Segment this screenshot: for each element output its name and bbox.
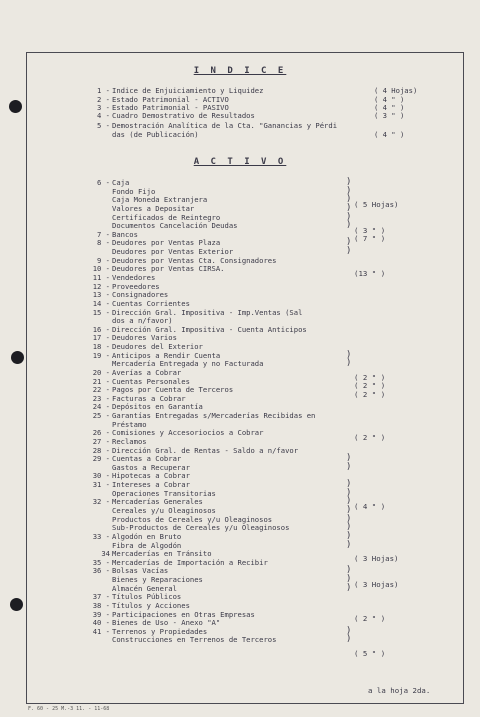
- page-count: ( 3 " ): [374, 111, 405, 120]
- row-number: 25 -: [92, 411, 110, 420]
- brace-mark: ): [346, 220, 352, 231]
- row-number: 24 -: [92, 402, 110, 412]
- row-text: Préstamo: [112, 419, 147, 429]
- row-text: Deudores por Ventas Plaza: [112, 238, 221, 248]
- row-number: 10 -: [92, 264, 110, 274]
- page-count: ( 2 " ): [354, 389, 386, 399]
- row-number: 13 -: [92, 290, 110, 300]
- row-text: Caja: [112, 178, 130, 187]
- brace-mark: ): [346, 185, 352, 196]
- row-text: Mercaderías en Tránsito: [112, 549, 212, 559]
- row-text: Valores a Depositar: [112, 203, 195, 213]
- row-text: Estado Patrimonial - PASIVO: [112, 103, 229, 112]
- row-text: Depósitos en Garantía: [112, 402, 203, 412]
- brace-mark: ): [346, 496, 352, 507]
- row-text: Comisiones y Accesoriocios a Cobrar: [112, 428, 264, 438]
- row-text: Terrenos y Propiedades: [112, 626, 208, 636]
- row-number: 5 -: [97, 121, 110, 130]
- row-text: Fibra de Algodón: [112, 540, 182, 550]
- activo-row: [0, 532, 480, 541]
- continued-note: a la hoja 2da.: [368, 686, 431, 695]
- row-text: Certificados de Reintegro: [112, 212, 221, 222]
- row-number: 41 -: [92, 626, 110, 636]
- row-text: Vendedores: [112, 272, 156, 282]
- row-number: 4 -: [97, 111, 110, 120]
- brace-mark: ): [346, 487, 352, 498]
- row-text: Deudores Varios: [112, 333, 177, 343]
- brace-mark: ): [346, 479, 352, 490]
- page-count: ( 2 " ): [354, 381, 386, 391]
- row-number: 15 -: [92, 307, 110, 317]
- row-text: Caja Moneda Extranjera: [112, 195, 208, 205]
- row-text: Indice de Enjuiciamiento y Liquidez: [112, 86, 264, 95]
- brace-mark: ): [346, 177, 352, 187]
- row-text: Bienes de Uso - Anexo "A": [112, 618, 221, 628]
- row-number: 39 -: [92, 609, 110, 619]
- row-text: das (de Publicación): [112, 130, 199, 139]
- row-number: 12 -: [92, 281, 110, 291]
- row-number: 7 -: [97, 229, 110, 239]
- activo-row: [0, 213, 480, 222]
- row-text: Anticipos a Rendir Cuenta: [112, 350, 221, 360]
- row-number: 14 -: [92, 298, 110, 308]
- row-text: Estado Patrimonial - ACTIVO: [112, 95, 229, 104]
- activo-row: [0, 187, 480, 196]
- row-text: Fondo Fijo: [112, 186, 156, 196]
- brace-mark: ): [346, 237, 352, 248]
- row-text: Algodón en Bruto: [112, 531, 182, 541]
- brace-mark: ): [346, 246, 352, 256]
- row-text: Participaciones en Otras Empresas: [112, 609, 255, 619]
- indice-row: [0, 130, 480, 139]
- row-text: Deudores por Ventas CIRSA.: [112, 264, 225, 274]
- row-text: Dirección Gral. de Rentas - Saldo a n/favor: [112, 445, 299, 455]
- row-text: Garantías Entregadas s/Mercaderías Recibidas en: [112, 411, 316, 420]
- indice-heading: I N D I C E: [193, 66, 287, 76]
- row-text: Reclamos: [112, 436, 147, 446]
- row-text: Sub-Productos de Cereales y/u Oleaginosos: [112, 523, 290, 533]
- row-text: Deudores del Exterior: [112, 342, 203, 351]
- row-number: 35 -: [92, 557, 110, 567]
- row-number: 23 -: [92, 393, 110, 403]
- brace-mark: ): [346, 522, 352, 533]
- row-text: Títulos y Acciones: [112, 600, 190, 610]
- row-number: 2 -: [97, 95, 110, 104]
- form-footer: F. 60 - 25 M.-3 11. - 11-68: [28, 706, 110, 712]
- activo-row: [0, 592, 480, 601]
- page-count: ( 2 " ): [354, 432, 386, 442]
- brace-mark: ): [346, 565, 352, 576]
- row-text: Cuentas a Cobrar: [112, 454, 182, 464]
- activo-row: [0, 385, 480, 394]
- row-text: Bienes y Reparaciones: [112, 575, 203, 584]
- brace-mark: ): [346, 582, 352, 593]
- row-number: 17 -: [92, 333, 110, 343]
- page-count: (13 " ): [354, 268, 386, 278]
- activo-row: [0, 506, 480, 515]
- row-number: 31 -: [92, 480, 110, 490]
- brace-mark: ): [346, 574, 352, 584]
- row-number: 20 -: [92, 367, 110, 377]
- activo-row: [0, 273, 480, 282]
- page-count: ( 3 " ): [354, 225, 386, 235]
- row-number: 37 -: [92, 592, 110, 602]
- row-text: Cuentas Corrientes: [112, 298, 190, 308]
- brace-mark: ): [346, 202, 352, 213]
- row-text: Bolsas Vacías: [112, 566, 169, 576]
- activo-row: [0, 359, 480, 368]
- row-text: Hipotecas a Cobrar: [112, 471, 190, 481]
- row-number: 3 -: [97, 103, 110, 112]
- brace-mark: ): [346, 513, 352, 524]
- row-text: Cuentas Personales: [112, 376, 190, 386]
- row-number: 29 -: [92, 454, 110, 464]
- row-text: Gastos a Recuperar: [112, 462, 190, 472]
- row-text: Dirección Gral. Impositiva - Cuenta Anticipos: [112, 324, 307, 334]
- row-number: 34: [101, 549, 110, 559]
- row-text: Mercadería Entregada y no Facturada: [112, 359, 264, 369]
- page-count: ( 4 " ): [374, 95, 405, 104]
- page-count: ( 7 " ): [354, 234, 386, 244]
- row-number: 27 -: [92, 436, 110, 446]
- page-count: ( 5 " ): [354, 648, 386, 658]
- brace-mark: ): [346, 453, 352, 464]
- row-text: Documentos Cancelación Deudas: [112, 221, 238, 231]
- row-text: Dirección Gral. Impositiva - Imp.Ventas (Sal: [112, 307, 303, 317]
- activo-row: [0, 420, 480, 429]
- row-text: Proveedores: [112, 281, 160, 291]
- row-number: 11 -: [92, 272, 110, 282]
- activo-row: [0, 618, 480, 627]
- row-text: Bancos: [112, 229, 138, 239]
- row-number: 40 -: [92, 618, 110, 628]
- row-text: Cereales y/u Oleaginosos: [112, 505, 216, 515]
- page-count: ( 4 " ): [374, 130, 405, 139]
- page-count: ( 5 Hojas): [354, 199, 399, 209]
- row-number: 26 -: [92, 428, 110, 438]
- row-text: Deudores por Ventas Cta. Consignadores: [112, 255, 277, 265]
- row-number: 1 -: [97, 86, 110, 95]
- indice-row: [0, 111, 480, 120]
- row-text: dos a n/favor): [112, 316, 173, 326]
- row-text: Mercaderías de Importación a Recibir: [112, 557, 268, 567]
- row-number: 22 -: [92, 385, 110, 395]
- row-number: 19 -: [92, 350, 110, 360]
- row-number: 33 -: [92, 531, 110, 541]
- row-text: Demostración Analítica de la Cta. "Ganancias y Pérdi: [112, 121, 338, 130]
- row-number: 38 -: [92, 600, 110, 610]
- page-count: ( 4 Hojas): [374, 86, 418, 95]
- row-number: 6 -: [97, 178, 110, 187]
- row-text: Facturas a Cobrar: [112, 393, 186, 403]
- row-number: 16 -: [92, 324, 110, 334]
- activo-row: [0, 247, 480, 256]
- page-count: ( 3 Hojas): [354, 553, 399, 563]
- row-number: 36 -: [92, 566, 110, 576]
- row-text: Intereses a Cobrar: [112, 480, 190, 490]
- row-number: 21 -: [92, 376, 110, 386]
- brace-mark: ): [346, 530, 352, 541]
- activo-row: [0, 299, 480, 308]
- row-text: Operaciones Transitorias: [112, 488, 216, 498]
- activo-row: [0, 333, 480, 342]
- brace-mark: ): [346, 539, 352, 550]
- row-number: 8 -: [97, 238, 110, 248]
- row-text: Deudores por Ventas Exterior: [112, 247, 234, 256]
- row-text: Títulos Públicos: [112, 592, 182, 602]
- row-text: Construcciones en Terrenos de Terceros: [112, 635, 277, 645]
- page-count: ( 2 " ): [354, 372, 386, 382]
- row-text: Almacén General: [112, 583, 177, 593]
- row-text: Consignadores: [112, 290, 169, 300]
- activo-row: [0, 471, 480, 480]
- indice-row: [0, 121, 480, 130]
- brace-mark: ): [346, 625, 352, 636]
- row-number: 28 -: [92, 445, 110, 455]
- brace-mark: ): [346, 358, 352, 369]
- row-text: Productos de Cereales y/u Oleaginosos: [112, 514, 273, 524]
- row-number: 9 -: [97, 255, 110, 265]
- row-number: 18 -: [92, 342, 110, 351]
- page-count: ( 4 " ): [354, 501, 386, 511]
- activo-row: [0, 558, 480, 567]
- page-count: ( 4 " ): [374, 103, 405, 112]
- activo-heading: A C T I V O: [193, 157, 287, 167]
- brace-mark: ): [346, 504, 352, 515]
- brace-mark: ): [346, 349, 352, 360]
- row-text: Averías a Cobrar: [112, 367, 182, 377]
- row-number: 30 -: [92, 471, 110, 481]
- page-count: ( 3 Hojas): [354, 579, 399, 589]
- row-text: Cuadro Demostrativo de Resultados: [112, 111, 255, 120]
- indice-row: [0, 86, 480, 95]
- brace-mark: ): [346, 634, 352, 645]
- brace-mark: ): [346, 211, 352, 222]
- row-text: Mercaderías Generales: [112, 497, 203, 507]
- brace-mark: ): [346, 461, 352, 472]
- row-text: Pagos por Cuenta de Terceros: [112, 385, 234, 395]
- activo-row: [0, 635, 480, 644]
- activo-row: [0, 446, 480, 455]
- row-number: 32 -: [92, 497, 110, 507]
- page-count: ( 2 " ): [354, 614, 386, 624]
- brace-mark: ): [346, 194, 352, 205]
